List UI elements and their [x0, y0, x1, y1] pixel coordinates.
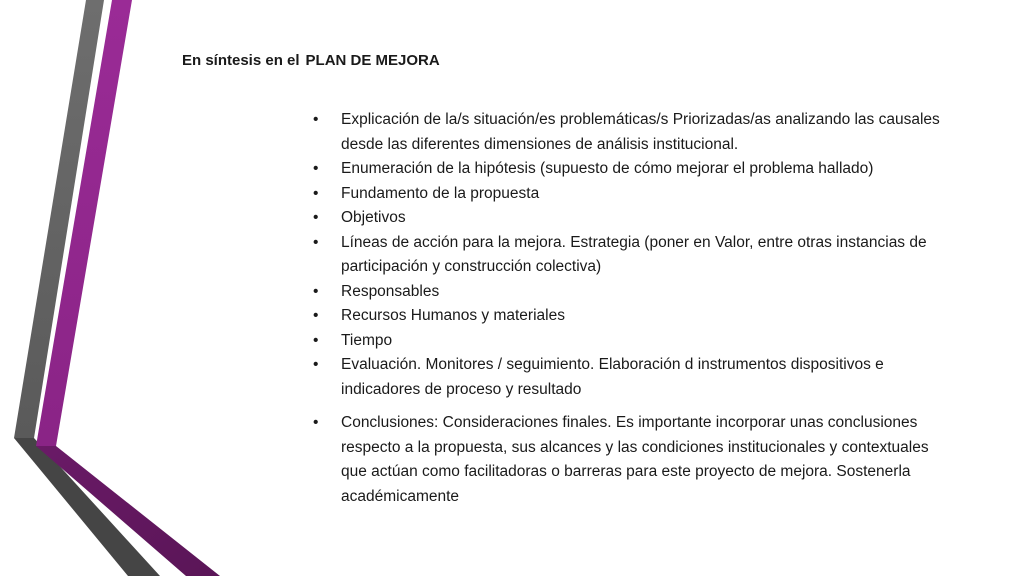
- bullet-dot: •: [313, 282, 319, 300]
- bullet-item: [313, 411, 953, 509]
- bullet-dot: •: [313, 160, 319, 177]
- bullet-text: Objetivos: [341, 209, 406, 226]
- bullet-item: [313, 304, 953, 329]
- bullet-item: [313, 353, 953, 402]
- bullet-dot: •: [313, 184, 319, 202]
- bullet-text: Responsables: [341, 282, 440, 300]
- bullet-item: [313, 157, 953, 182]
- bullet-dot: •: [313, 356, 319, 373]
- bullet-item: [313, 231, 953, 280]
- bullet-dot: •: [313, 209, 319, 226]
- bullet-item: [313, 280, 953, 305]
- gray-stripe-lower: [14, 438, 160, 576]
- bullet-text: Enumeración de la hipótesis (supuesto de cómo mejorar el problema hallado): [341, 160, 874, 177]
- bullet-text: Recursos Humanos y materiales: [341, 307, 565, 324]
- bullet-text: Líneas de acción para la mejora. Estrategia (poner en Valor, entre otras instancias de participación y construcción colectiva): [341, 233, 927, 275]
- title-part-2: PLAN DE MEJORA: [305, 52, 440, 69]
- bullet-dot: •: [313, 111, 319, 128]
- slide-title: [182, 52, 440, 69]
- bullet-dot: •: [313, 233, 319, 251]
- bullet-text: Conclusiones: Consideraciones finales. Es importante incorporar unas conclusiones respecto a la propuesta, sus alcances y las condiciones institucionales y contextuales que actúan como facilitadoras o barreras para este proyecto de mejora. Sostenerla académicamente: [341, 414, 929, 505]
- bullet-text: Tiempo: [341, 331, 393, 349]
- bullet-item: [313, 182, 953, 207]
- bullet-item: [313, 329, 953, 354]
- bullet-dot: •: [313, 307, 319, 324]
- bullet-dot: •: [313, 331, 319, 349]
- bullet-text: Evaluación. Monitores / seguimiento. Elaboración d instrumentos dispositivos e indicadores de proceso y resultado: [341, 356, 884, 398]
- bullet-dot: •: [313, 414, 319, 431]
- bullet-text: Fundamento de la propuesta: [341, 184, 540, 202]
- bullet-item: [313, 206, 953, 231]
- title-part-1: En síntesis en el: [182, 52, 300, 69]
- bullet-list: [313, 108, 953, 509]
- bullet-text: Explicación de la/s situación/es problemáticas/s Priorizadas/as analizando las causales desde las diferentes dimensiones de análisis institucional.: [341, 111, 940, 153]
- bullet-item: [313, 108, 953, 157]
